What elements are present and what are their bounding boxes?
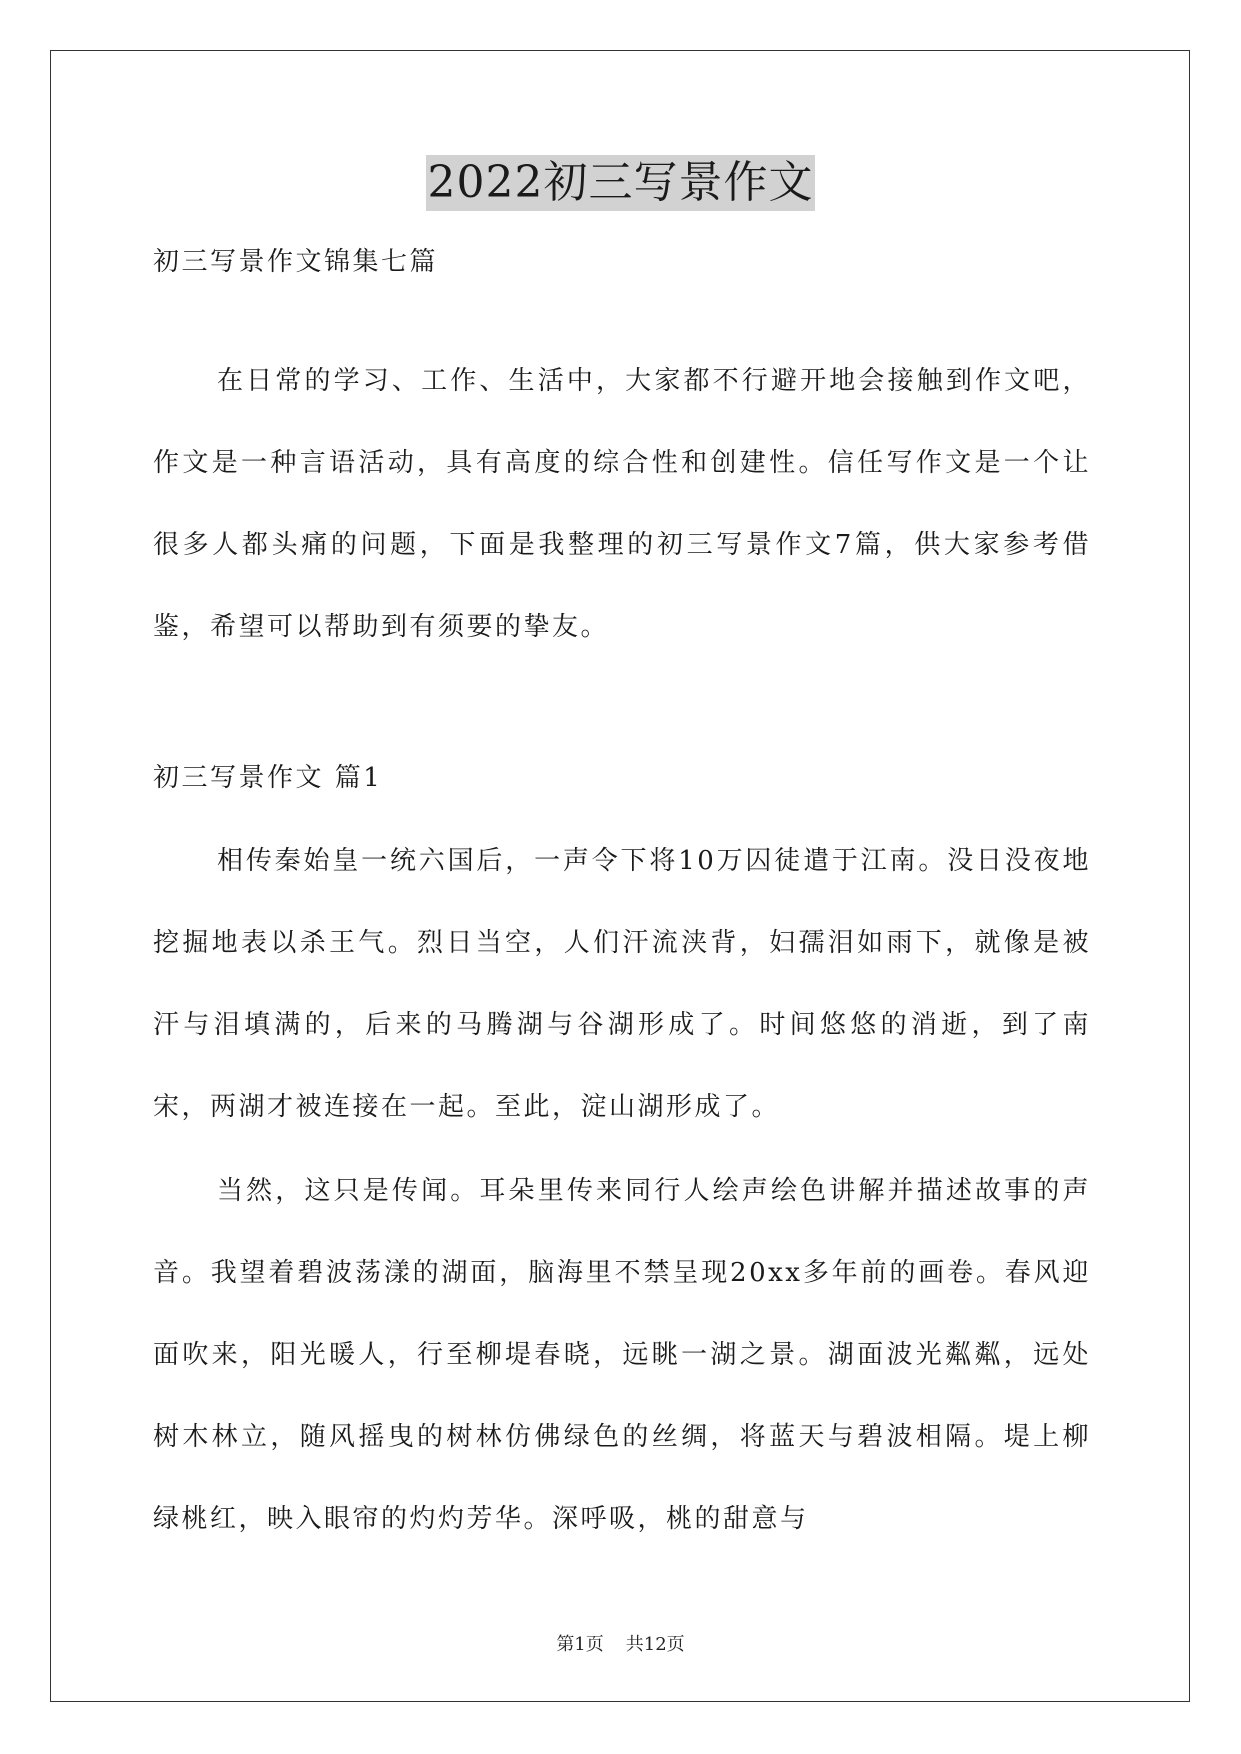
intro-paragraph: 在日常的学习、工作、生活中，大家都不行避开地会接触到作文吧，作文是一种言语活动，具有高度的综合性和创建性。信任写作文是一个让很多人都头痛的问题，下面是我整理的初三写景作文7篇，供大家参考借鉴，希望可以帮助到有须要的挚友。	[153, 366, 1091, 642]
page-footer	[0, 1630, 1241, 1656]
section-paragraph: 相传秦始皇一统六国后，一声令下将10万囚徒遣于江南。没日没夜地挖掘地表以杀王气。烈日当空，人们汗流浃背，妇孺泪如雨下，就像是被汗与泪填满的，后来的马腾湖与谷湖形成了。时间悠悠的消逝，到了南宋，两湖才被连接在一起。至此，淀山湖形成了。	[153, 846, 1091, 1122]
section-paragraph: 当然，这只是传闻。耳朵里传来同行人绘声绘色讲解并描述故事的声音。我望着碧波荡漾的湖面，脑海里不禁呈现20xx多年前的画卷。春风迎面吹来，阳光暖人，行至柳堤春晓，远眺一湖之景。湖面波光粼粼，远处树木林立，随风摇曳的树林仿佛绿色的丝绸，将蓝天与碧波相隔。堤上柳绿桃红，映入眼帘的灼灼芳华。深呼吸，桃的甜意与	[153, 1176, 1091, 1534]
page-total: 共12页	[625, 1634, 685, 1655]
section-heading: 初三写景作文 篇1	[153, 763, 383, 793]
document-title	[0, 155, 1241, 211]
page-number: 第1页	[556, 1634, 604, 1655]
intro-heading: 初三写景作文锦集七篇	[153, 247, 439, 277]
document-title-text: 2022初三写景作文	[426, 155, 816, 211]
